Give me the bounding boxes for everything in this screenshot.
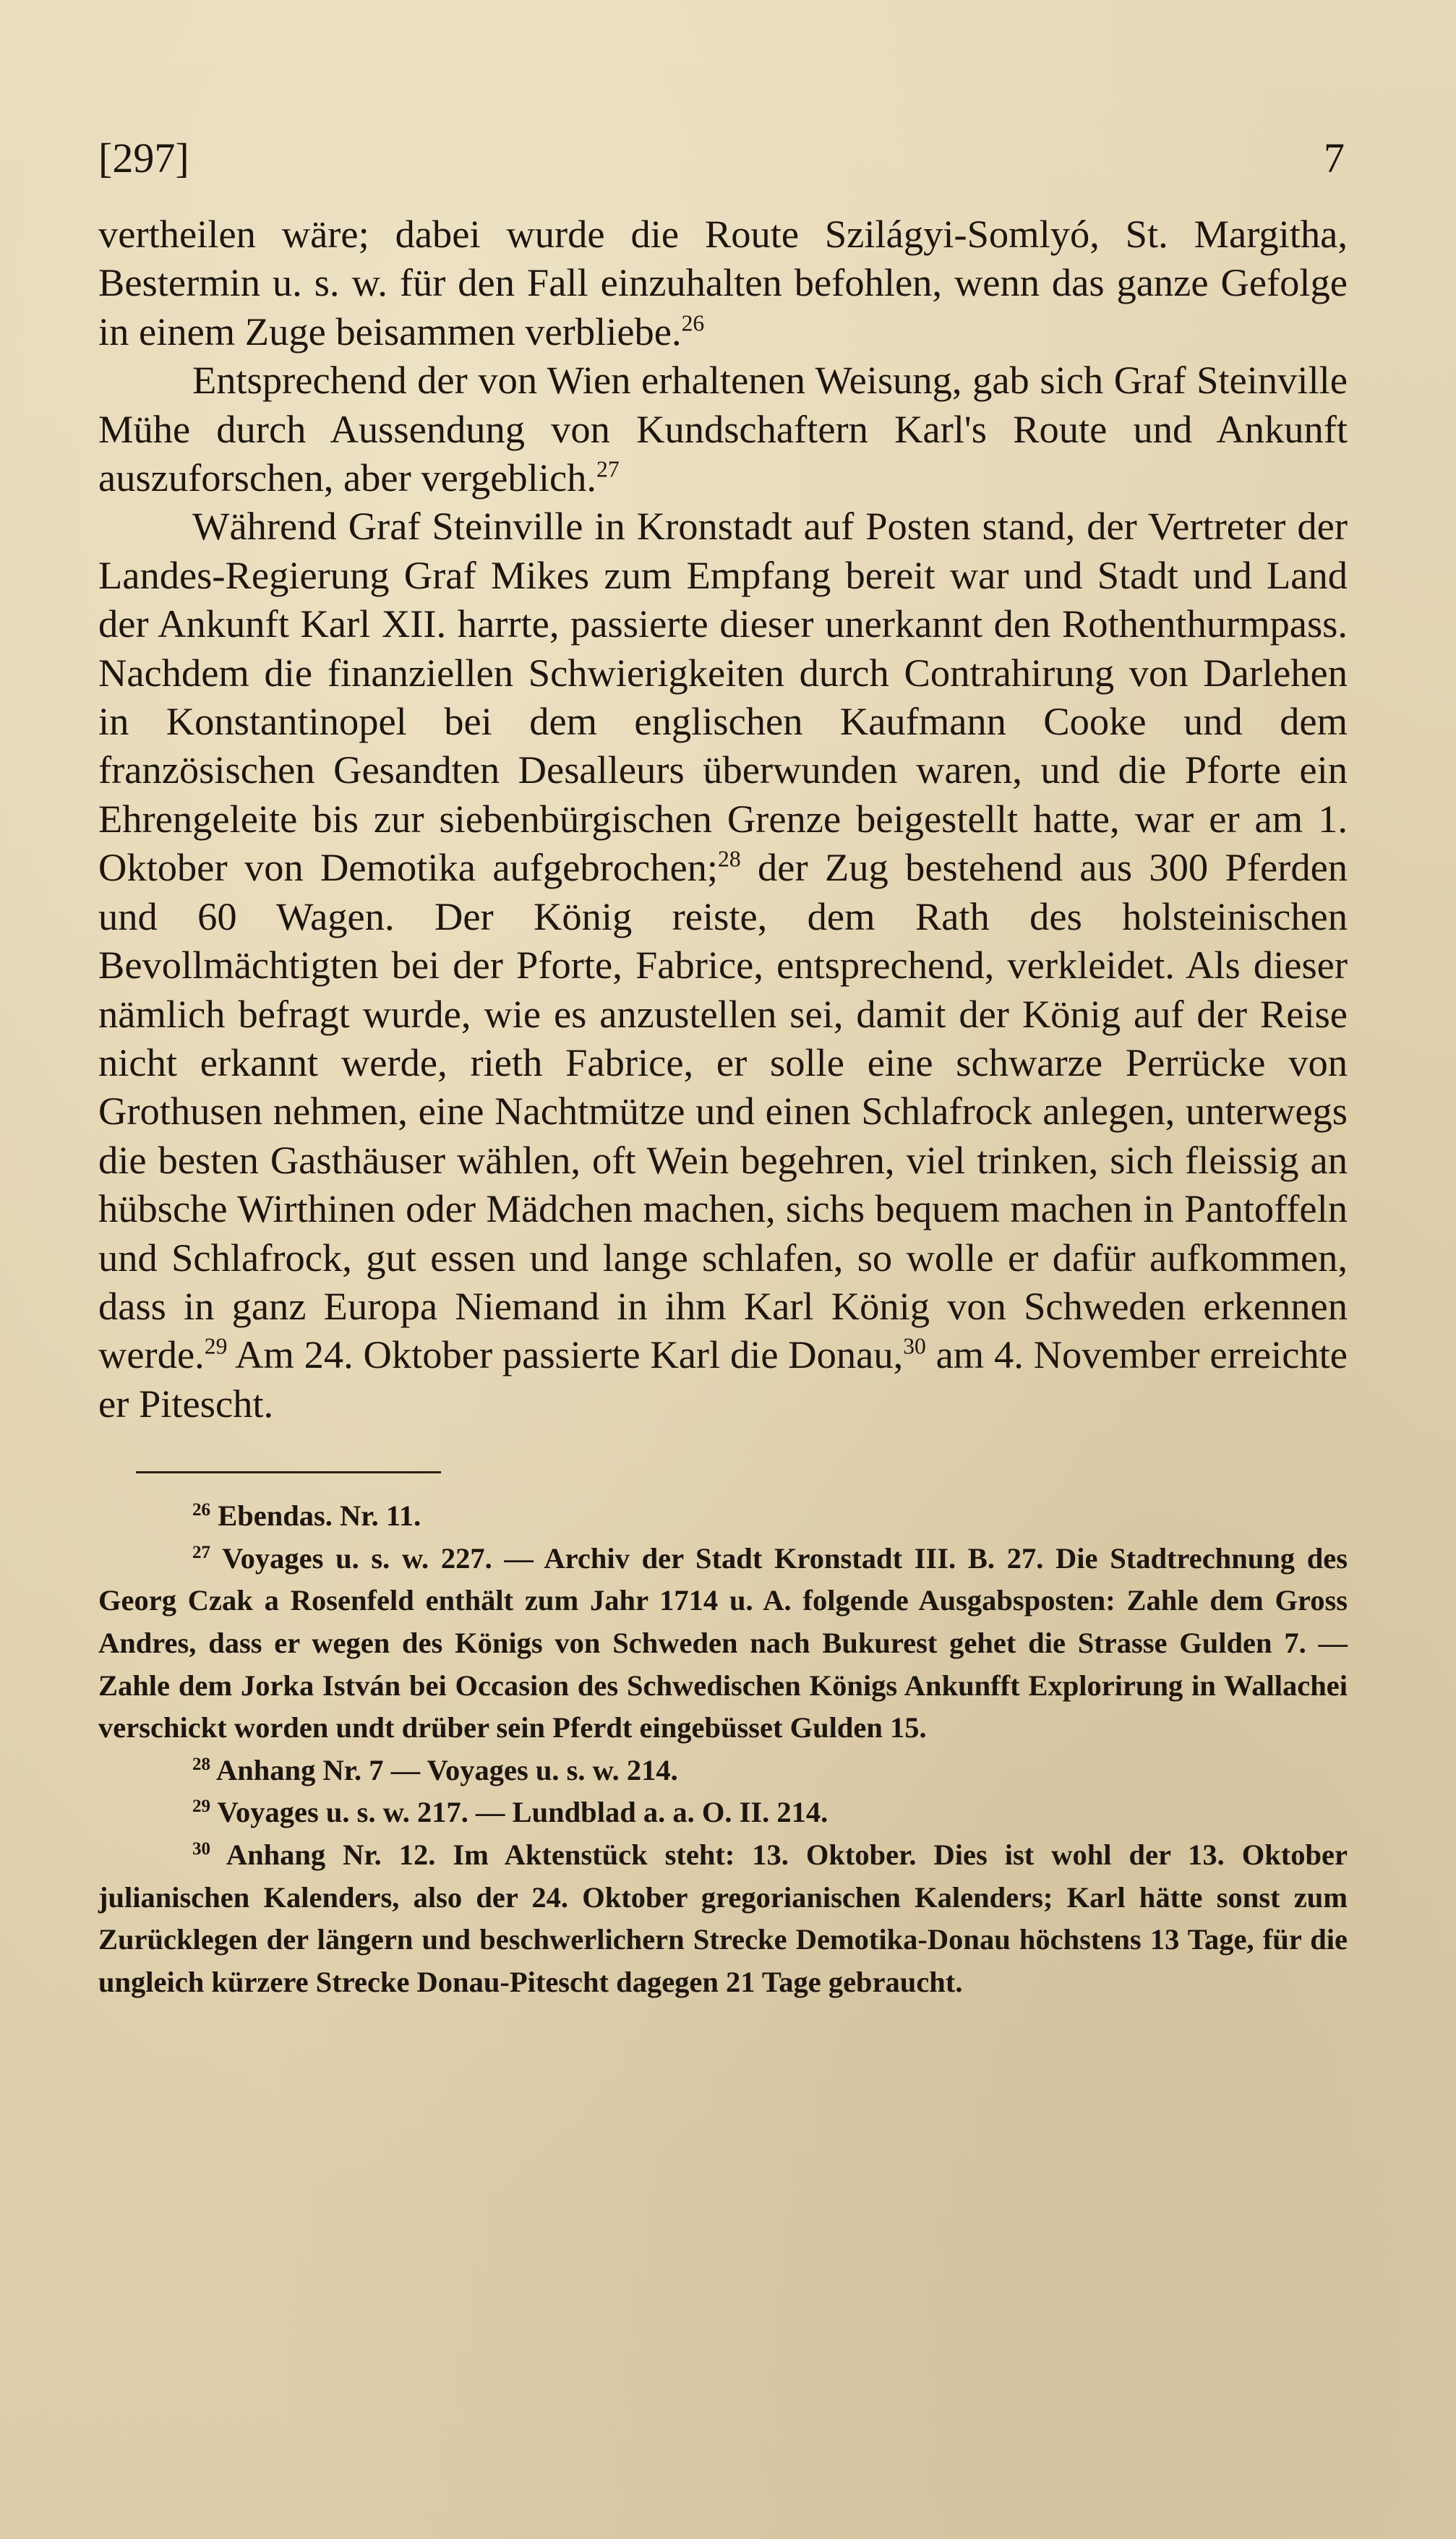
footnote bbox=[98, 1834, 1348, 2003]
text-segment: vertheilen wäre; dabei wurde die Route Szilágyi-Somlyó, St. Margitha, Bestermin u. s. w. für den Fall einzuhalten befohlen, wenn das ganze Gefolge in einem Zuge beisammen verbliebe. bbox=[98, 212, 1348, 354]
text-segment: der Zug bestehend aus 300 Pferden und 60 Wagen. Der König reiste, dem Rath des holsteinischen Bevollmächtigten bei der Pforte, Fabrice, entsprechend, verkleidet. Als dieser nämlich befragt wurde, wie es anzustellen sei, damit der König auf der Reise nicht erkannt werde, rieth Fabrice, er solle eine schwarze Perrücke von Grothusen nehmen, eine Nachtmütze und einen Schlafrock anlegen, unterwegs die besten Gasthäuser wählen, oft Wein begehren, viel trinken, sich fleissig an hübsche Wirthinen oder Mädchen machen, sichs bequem machen in Pantoffeln und Schlafrock, gut essen und lange schlafen, so wolle er dafür aufkommen, dass in ganz Europa Niemand in ihm Karl König von Schweden erkennen werde. bbox=[98, 845, 1348, 1377]
footnote-reference: 29 bbox=[204, 1333, 228, 1359]
footnote bbox=[98, 1791, 1348, 1834]
footnote-divider bbox=[136, 1471, 441, 1473]
footnote bbox=[98, 1495, 1348, 1538]
footnote-reference: 28 bbox=[718, 846, 741, 872]
footnote-reference: 26 bbox=[681, 310, 705, 336]
footnote-text: Anhang Nr. 7 — Voyages u. s. w. 214. bbox=[216, 1753, 678, 1786]
footnote-number: 28 bbox=[192, 1754, 211, 1774]
paragraph bbox=[98, 356, 1348, 502]
page-header bbox=[98, 134, 1348, 181]
footnote-number: 27 bbox=[192, 1542, 211, 1562]
footnote-text: Voyages u. s. w. 227. — Archiv der Stadt Kronstadt III. B. 27. Die Stadtrechnung des Georg Czak a Rosenfeld enthält zum Jahr 1714 u. A. folgende Ausgabsposten: Zahle dem Gross Andres, dass er wegen des Königs von Schweden nach Bukurest gehet die Strasse Gulden 7. — Zahle dem Jorka István bei Occasion des Schwedischen Königs Ankunfft Explorirung in Wallachei verschickt worden undt drüber sein Pferdt eingebüsset Gulden 15. bbox=[98, 1541, 1348, 1744]
text-segment: Entsprechend der von Wien erhaltenen Weisung, gab sich Graf Steinville Mühe durch Aussendung von Kundschaftern Karl's Route und Ankunft auszuforschen, aber vergeblich. bbox=[98, 358, 1348, 500]
footnote-number: 29 bbox=[192, 1797, 211, 1817]
footnote bbox=[98, 1538, 1348, 1750]
footnote-number: 30 bbox=[192, 1839, 211, 1859]
text-segment: Am 24. Oktober passierte Karl die Donau, bbox=[227, 1332, 904, 1377]
paragraph bbox=[98, 210, 1348, 356]
footnote-text: Anhang Nr. 12. Im Aktenstück steht: 13. Oktober. Dies ist wohl der 13. Oktober julianischen Kalenders, also der 24. Oktober gregorianischen Kalenders; Karl hätte sonst zum Zurücklegen der längern und beschwerlichern Strecke Demotika-Donau höchstens 13 Tage, für die ungleich kürzere Strecke Donau-Pitescht dagegen 21 Tage gebraucht. bbox=[98, 1838, 1348, 1998]
footnotes bbox=[98, 1495, 1348, 2003]
footnote-reference: 27 bbox=[596, 456, 620, 482]
footnote-number: 26 bbox=[192, 1500, 211, 1520]
footnote bbox=[98, 1750, 1348, 1792]
bracketed-page-number: [297] bbox=[98, 134, 189, 181]
text-segment: am 4. November erreichte er Pitescht. bbox=[98, 1332, 1348, 1426]
main-text bbox=[98, 210, 1348, 1428]
paragraph bbox=[98, 502, 1348, 1428]
footnote-reference: 30 bbox=[903, 1333, 926, 1359]
footnote-text: Voyages u. s. w. 217. — Lundblad a. a. O. II. 214. bbox=[217, 1796, 828, 1829]
footnote-text: Ebendas. Nr. 11. bbox=[218, 1499, 421, 1533]
text-segment: Während Graf Steinville in Kronstadt auf Posten stand, der Vertreter der Landes-Regierung Graf Mikes zum Empfang bereit war und Stadt und Land der Ankunft Karl XII. harrte, passierte dieser unerkannt den Rothenthurmpass. Nachdem die finanziellen Schwierigkeiten durch Contrahirung von Darlehen in Konstantinopel bei dem englischen Kaufmann Cooke und dem französischen Gesandten Desalleurs überwunden waren, und die Pforte ein Ehrengeleite bis zur siebenbürgischen Grenze beigestellt hatte, war er am 1. Oktober von Demotika aufgebrochen; bbox=[98, 504, 1348, 890]
page-number: 7 bbox=[1324, 134, 1345, 181]
